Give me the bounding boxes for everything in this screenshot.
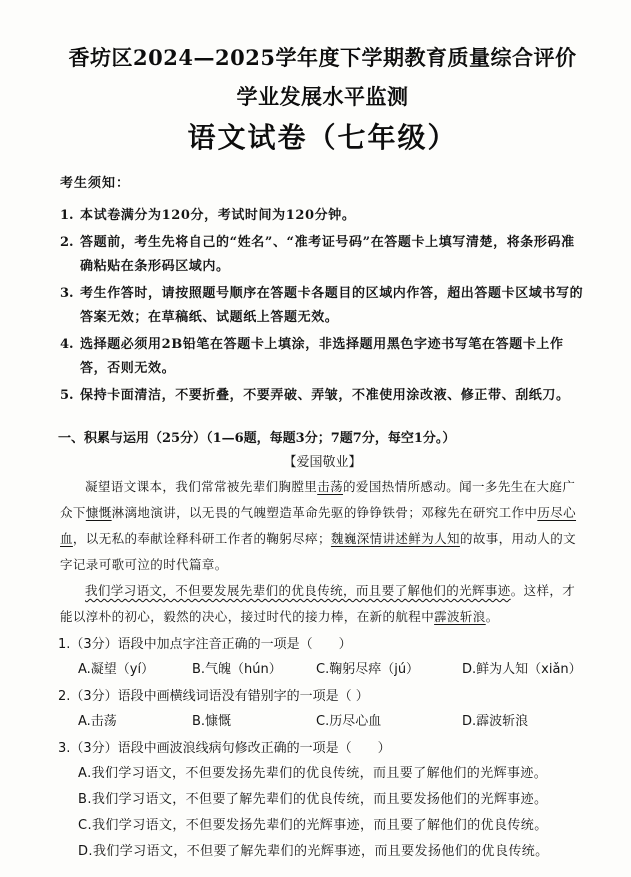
underlined-word: 击荡 bbox=[317, 479, 344, 494]
question-stem: 3.（3分）语段中画波浪线病句修改正确的一项是（ ） bbox=[58, 741, 391, 756]
passage-text: 。这样，才能以淳朴的初心，毅然的决心，接过时代的接力棒，在新的航程中 bbox=[60, 583, 576, 624]
question-options bbox=[60, 657, 585, 682]
passage-text: 。 bbox=[485, 609, 499, 624]
notice-item bbox=[60, 231, 585, 279]
notice-item-text: 本试卷满分为120分，考试时间为120分钟。 bbox=[80, 208, 356, 223]
passage-paragraph-1 bbox=[60, 474, 585, 578]
option-b: B.我们学习语文，不但要了解先辈们的优良传统，而且要发扬他们的光辉事迹。 bbox=[78, 792, 548, 807]
passage-text: ，以无私的奉献诠释科研工作者的鞠躬尽瘁； bbox=[72, 531, 331, 546]
exam-subject-title: 语文试卷（七年级） bbox=[187, 121, 458, 154]
option-d: D.我们学习语文，不但要了解先辈们的光辉事迹，而且要发扬他们的优良传统。 bbox=[78, 844, 549, 859]
notice-item bbox=[60, 204, 585, 228]
notice-item bbox=[60, 384, 585, 408]
option-d: D.霹波斩浪 bbox=[462, 714, 529, 729]
notice-item bbox=[60, 333, 585, 381]
notice-item-number: 1. bbox=[60, 208, 74, 223]
option-c: C.鞠躬尽瘁（jú） bbox=[316, 662, 420, 677]
option-a: A.击荡 bbox=[78, 714, 117, 729]
exam-title-line1: 香坊区2024—2025学年度下学期教育质量综合评价 bbox=[68, 45, 577, 70]
option-a: A.我们学习语文，不但要发扬先辈们的优良传统，而且要了解他们的光辉事迹。 bbox=[78, 766, 548, 781]
notice-item-number: 5. bbox=[60, 388, 74, 403]
notice-item-text: 保持卡面清洁，不要折叠，不要弄破、弄皱，不准使用涂改液、修正带、刮纸刀。 bbox=[80, 388, 570, 403]
section-title: 一、积累与运用（25分）（1—6题，每题3分；7题7分，每空1分。） bbox=[58, 431, 456, 446]
passage-text: 凝望语文课本，我们常常被先辈们胸膛里 bbox=[85, 479, 318, 494]
exam-title-line2: 学业发展水平监测 bbox=[236, 84, 409, 109]
option-d: D.鲜为人知（xiǎn） bbox=[462, 662, 582, 677]
notice-item bbox=[60, 282, 585, 330]
notice-item-text: 答题前，考生先将自己的“姓名”、“准考证号码”在答题卡上填写清楚，将条形码准确粘贴在条形码区域内。 bbox=[80, 235, 575, 274]
option-b: B.气魄（hún） bbox=[192, 662, 282, 677]
notice-item-number: 3. bbox=[60, 286, 74, 301]
question-stem: 2.（3分）语段中画横线词语没有错别字的一项是（ ） bbox=[58, 689, 369, 704]
passage-text: 的爱国热情所感动。闻一多先生在大庭广众下 bbox=[60, 479, 576, 520]
notice-item-number: 4. bbox=[60, 337, 74, 352]
underlined-word: 魏巍深情讲述鲜为人知 bbox=[330, 531, 460, 546]
option-c: C.历尽心血 bbox=[316, 714, 382, 729]
passage-text: 淋漓地演讲，以无畏的气魄塑造革命先驱的铮铮铁骨；邓稼先在研究工作中 bbox=[111, 505, 538, 520]
passage-text: 的故事，用动人的文字记录可歌可泣的时代篇章。 bbox=[60, 531, 577, 572]
notice-item-text: 考生作答时，请按照题号顺序在答题卡各题目的区域内作答，超出答题卡区域书写的答案无效；在草稿纸、试题纸上答题无效。 bbox=[80, 286, 584, 325]
notice-heading: 考生须知： bbox=[60, 176, 131, 191]
option-c: C.我们学习语文，不但要发扬先辈们的光辉事迹，而且要了解他们的优良传统。 bbox=[78, 818, 548, 833]
underlined-word: 霹波斩浪 bbox=[434, 609, 486, 624]
underlined-word: 历尽心血 bbox=[60, 505, 577, 546]
reading-passage bbox=[60, 474, 585, 630]
wavy-underlined-sentence: 我们学习语文，不但要发展先辈们的优良传统，而且要了解他们的光辉事迹 bbox=[85, 583, 511, 598]
question-options bbox=[60, 709, 585, 734]
notice-list bbox=[60, 204, 585, 408]
notice-item-number: 2. bbox=[60, 235, 74, 250]
passage-paragraph-2 bbox=[60, 578, 585, 630]
underlined-word: 慷慨 bbox=[85, 505, 112, 520]
question-stem: 1.（3分）语段中加点字注音正确的一项是（ ） bbox=[58, 637, 352, 652]
notice-item-text: 选择题必须用2B铅笔在答题卡上填涂，非选择题用黑色字迹书写笔在答题卡上作答，否则无效。 bbox=[80, 337, 564, 376]
option-b: B.慷慨 bbox=[192, 714, 232, 729]
option-a: A.凝望（yí） bbox=[78, 662, 155, 677]
section-subheading: 【爱国敬业】 bbox=[283, 455, 362, 470]
